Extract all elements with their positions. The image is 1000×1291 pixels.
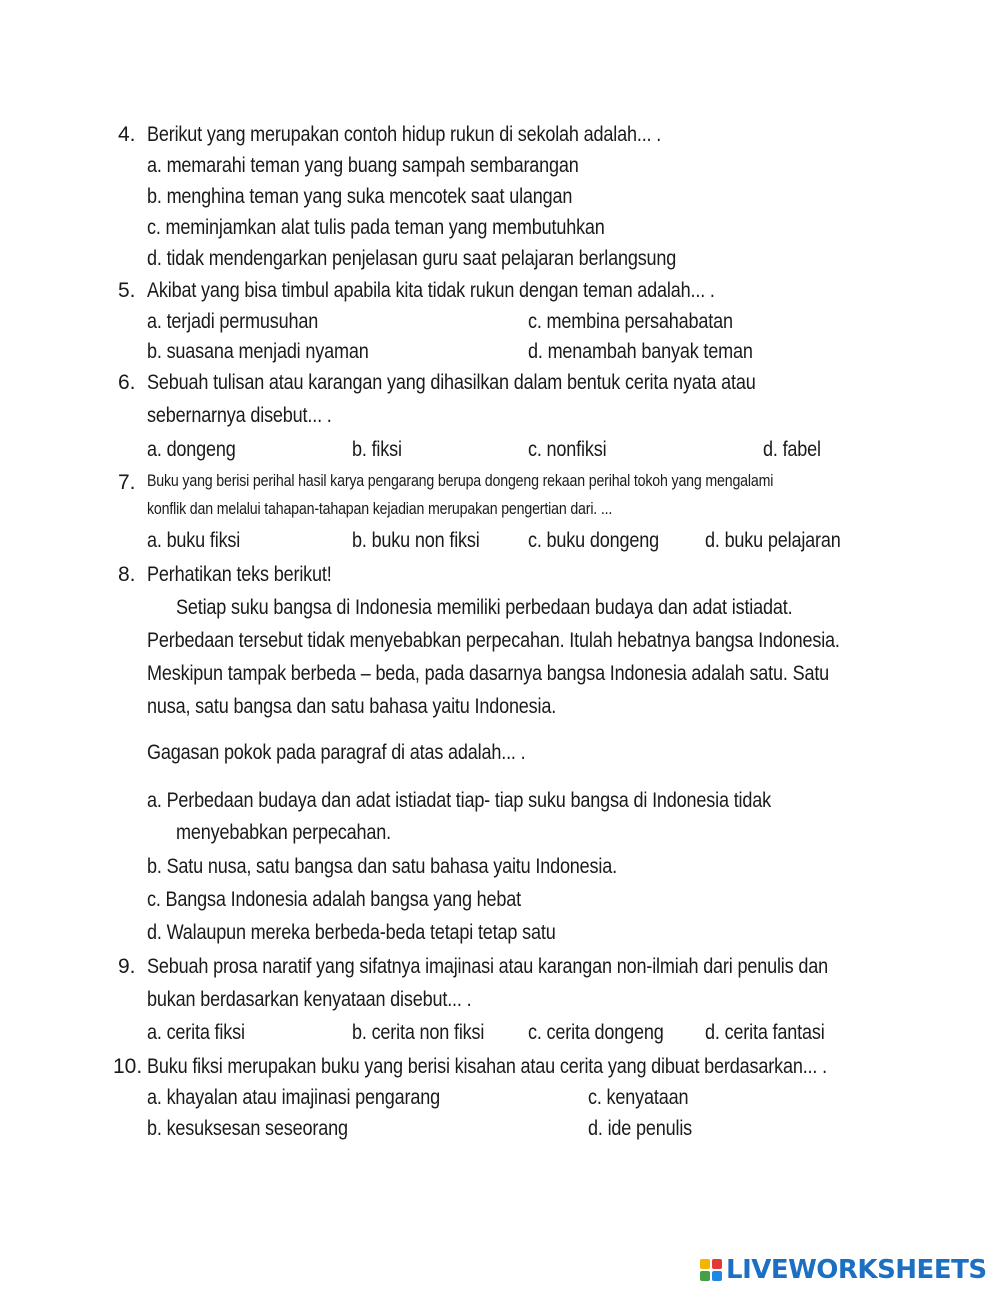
q7-option-a: a. buku fiksi	[147, 529, 241, 552]
q6-text-line2: sebernarnya disebut... .	[147, 404, 332, 427]
q10-text: Buku fiksi merupakan buku yang berisi kisahan atau cerita yang dibuat berdasarkan... .	[147, 1055, 827, 1078]
q10-option-d: d. ide penulis	[588, 1117, 693, 1140]
q9-text-line2: bukan berdasarkan kenyataan disebut... .	[147, 988, 472, 1011]
q7-number: 7.	[118, 471, 136, 494]
q9-number: 9.	[118, 955, 136, 978]
q6-option-b: b. fiksi	[352, 438, 402, 461]
q8-option-c: c. Bangsa Indonesia adalah bangsa yang hebat	[147, 888, 522, 911]
q9-option-d: d. cerita fantasi	[705, 1021, 825, 1044]
q7-text-line1: Buku yang berisi perihal hasil karya pengarang berupa dongeng rekaan perihal tokoh yang mengalami	[147, 472, 774, 490]
q7-option-b: b. buku non fiksi	[352, 529, 480, 552]
q9-option-c: c. cerita dongeng	[528, 1021, 664, 1044]
q8-passage-line4: nusa, satu bangsa dan satu bahasa yaitu Indonesia.	[147, 695, 557, 718]
q7-option-c: c. buku dongeng	[528, 529, 659, 552]
liveworksheets-logo	[700, 1255, 987, 1285]
q6-option-d: d. fabel	[763, 438, 821, 461]
q8-passage-line1: Setiap suku bangsa di Indonesia memiliki perbedaan budaya dan adat istiadat.	[176, 596, 793, 619]
liveworksheets-logo-icon	[700, 1259, 722, 1281]
q9-text-line1: Sebuah prosa naratif yang sifatnya imajinasi atau karangan non-ilmiah dari penulis dan	[147, 955, 828, 978]
q10-option-b: b. kesuksesan seseorang	[147, 1117, 348, 1140]
q4-number: 4.	[118, 123, 136, 146]
q6-number: 6.	[118, 371, 136, 394]
q8-number: 8.	[118, 563, 136, 586]
q8-passage-line2: Perbedaan tersebut tidak menyebabkan perpecahan. Itulah hebatnya bangsa Indonesia.	[147, 629, 840, 652]
q7-option-d: d. buku pelajaran	[705, 529, 841, 552]
q9-option-b: b. cerita non fiksi	[352, 1021, 485, 1044]
q9-option-a: a. cerita fiksi	[147, 1021, 245, 1044]
q8-option-b: b. Satu nusa, satu bangsa dan satu bahasa yaitu Indonesia.	[147, 855, 617, 878]
q4-option-c: c. meminjamkan alat tulis pada teman yang membutuhkan	[147, 216, 605, 239]
q4-option-a: a. memarahi teman yang buang sampah sembarangan	[147, 154, 579, 177]
q8-passage-line3: Meskipun tampak berbeda – beda, pada dasarnya bangsa Indonesia adalah satu. Satu	[147, 662, 830, 685]
q5-option-d: d. menambah banyak teman	[528, 340, 753, 363]
q8-prompt: Gagasan pokok pada paragraf di atas adalah... .	[147, 741, 526, 764]
q5-option-a: a. terjadi permusuhan	[147, 310, 319, 333]
q4-text: Berikut yang merupakan contoh hidup rukun di sekolah adalah... .	[147, 123, 662, 146]
q6-option-c: c. nonfiksi	[528, 438, 607, 461]
q6-option-a: a. dongeng	[147, 438, 236, 461]
q7-text-line2: konflik dan melalui tahapan-tahapan kejadian merupakan pengertian dari. ...	[147, 500, 613, 518]
q10-option-a: a. khayalan atau imajinasi pengarang	[147, 1086, 441, 1109]
q8-option-a-line2: menyebabkan perpecahan.	[176, 821, 391, 844]
q5-option-b: b. suasana menjadi nyaman	[147, 340, 369, 363]
q6-text-line1: Sebuah tulisan atau karangan yang dihasilkan dalam bentuk cerita nyata atau	[147, 371, 756, 394]
q4-option-b: b. menghina teman yang suka mencotek saat ulangan	[147, 185, 573, 208]
q10-number: 10.	[113, 1055, 143, 1078]
q5-text: Akibat yang bisa timbul apabila kita tidak rukun dengan teman adalah... .	[147, 279, 715, 302]
q10-option-c: c. kenyataan	[588, 1086, 689, 1109]
q8-text: Perhatikan teks berikut!	[147, 563, 332, 586]
q5-number: 5.	[118, 279, 136, 302]
q8-option-a-line1: a. Perbedaan budaya dan adat istiadat tiap- tiap suku bangsa di Indonesia tidak	[147, 789, 771, 812]
liveworksheets-brand-text: LIVEWORKSHEETS	[726, 1255, 987, 1285]
q4-option-d: d. tidak mendengarkan penjelasan guru saat pelajaran berlangsung	[147, 247, 677, 270]
q8-option-d: d. Walaupun mereka berbeda-beda tetapi tetap satu	[147, 921, 556, 944]
q5-option-c: c. membina persahabatan	[528, 310, 733, 333]
